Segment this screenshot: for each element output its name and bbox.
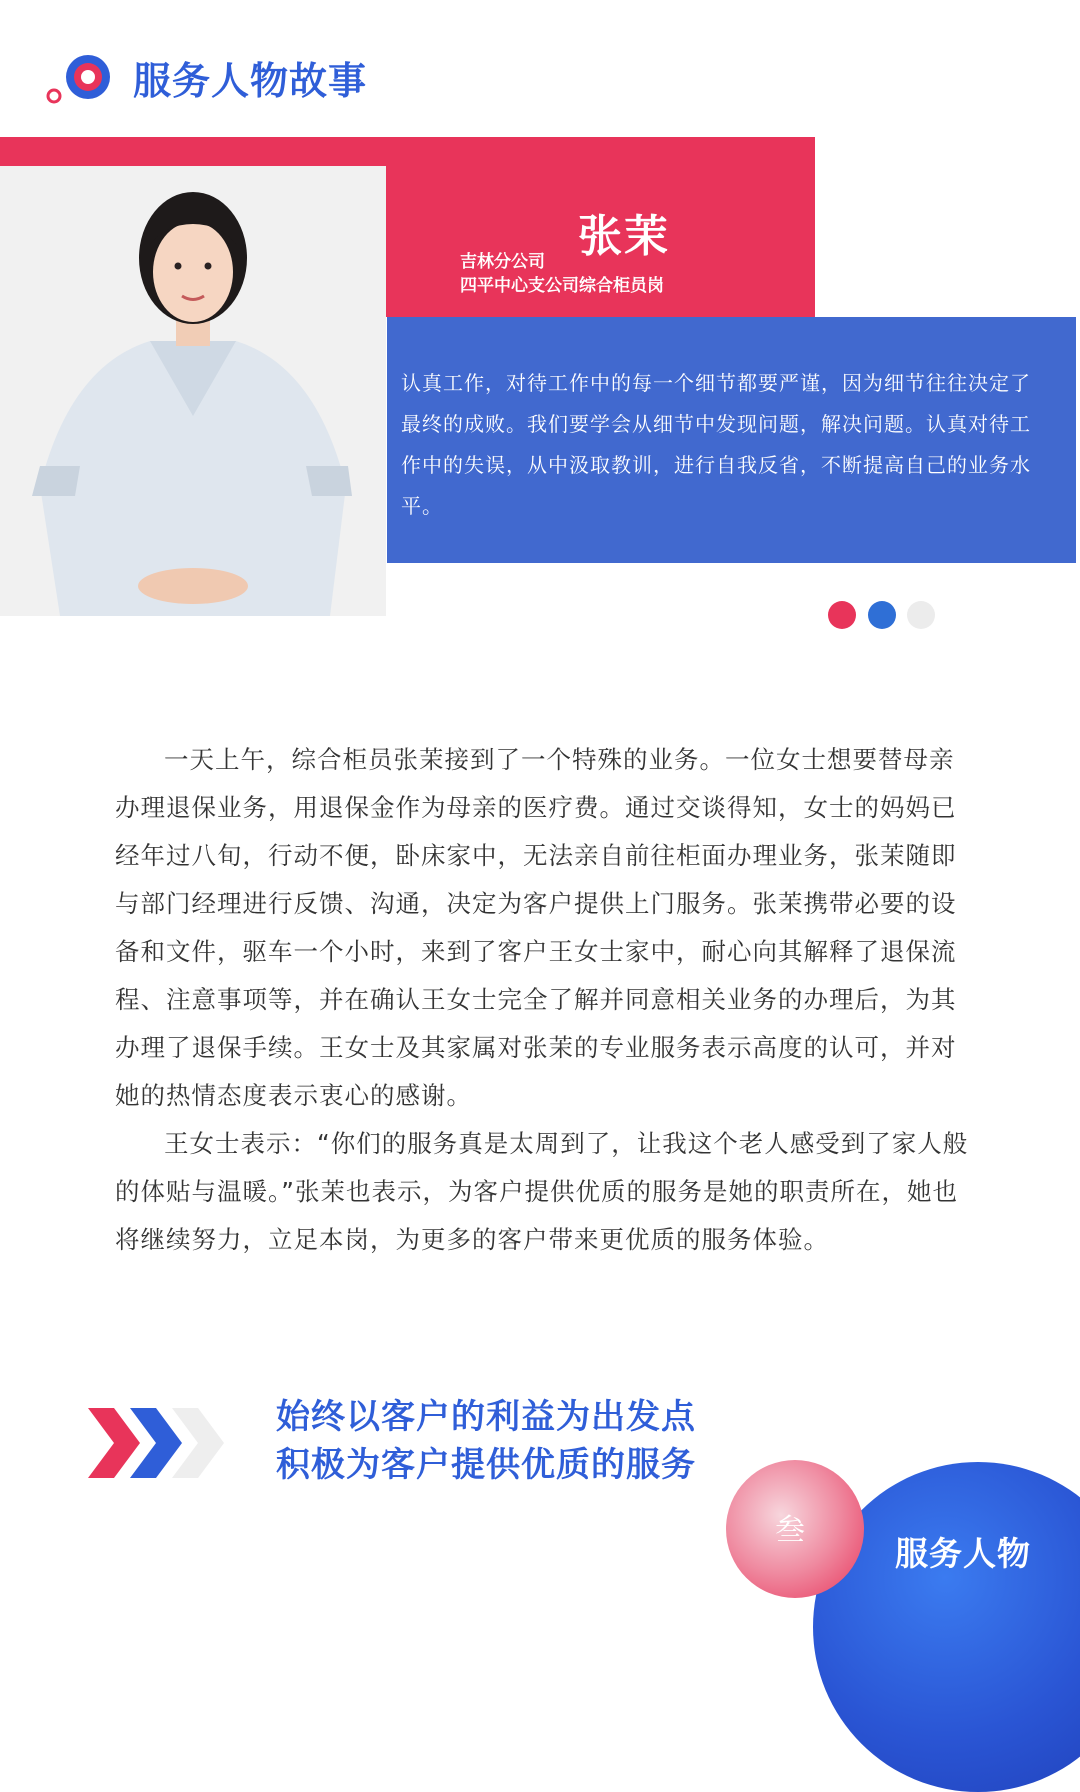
story-article (115, 736, 977, 1264)
story-paragraph: 王女士表示：“你们的服务真是太周到了，让我这个老人感受到了家人般的体贴与温暖。”张茉也表示，为客户提供优质的服务是她的职责所在，她也将继续努力，立足本岗，为更多的客户带来更优质的服务体验。 (115, 1129, 969, 1254)
person-name: 张茉 (578, 211, 670, 262)
section-label: 服务人物 (895, 1534, 1031, 1573)
concentric-circles-logo-icon (44, 52, 116, 104)
page-title: 服务人物故事 (133, 59, 368, 103)
job-title: 四平中心支公司综合柜员岗 (460, 276, 664, 296)
slogan-line: 始终以客户的利益为出发点 (276, 1397, 696, 1437)
chevron-arrows-icon (88, 1408, 228, 1478)
portrait-photo (0, 166, 386, 616)
quote-box (387, 317, 1076, 563)
slogan-line: 积极为客户提供优质的服务 (276, 1445, 696, 1485)
decorative-dot-red (828, 601, 856, 629)
section-number: 叁 (775, 1513, 805, 1548)
quote-text: 认真工作，对待工作中的每一个细节都要严谨，因为细节往往决定了最终的成败。我们要学会从细节中发现问题，解决问题。认真对待工作中的失误，从中汲取教训，进行自我反省，不断提高自己的业务水平。 (401, 371, 1031, 518)
slogan (276, 1393, 696, 1489)
person-position (460, 250, 664, 298)
decorative-dot-blue (868, 601, 896, 629)
decorative-dot-grey (907, 601, 935, 629)
story-paragraph: 一天上午，综合柜员张茉接到了一个特殊的业务。一位女士想要替母亲办理退保业务，用退保金作为母亲的医疗费。通过交谈得知，女士的妈妈已经年过八旬，行动不便，卧床家中，无法亲自前往柜面办理业务，张茉随即与部门经理进行反馈、沟通，决定为客户提供上门服务。张茉携带必要的设备和文件，驱车一个小时，来到了客户王女士家中，耐心向其解释了退保流程、注意事项等，并在确认王女士完全了解并同意相关业务的办理后，为其办理了退保手续。王女士及其家属对张茉的专业服务表示高度的认可，并对她的热情态度表示衷心的感谢。 (115, 745, 957, 1110)
company-branch: 吉林分公司 (460, 252, 545, 272)
